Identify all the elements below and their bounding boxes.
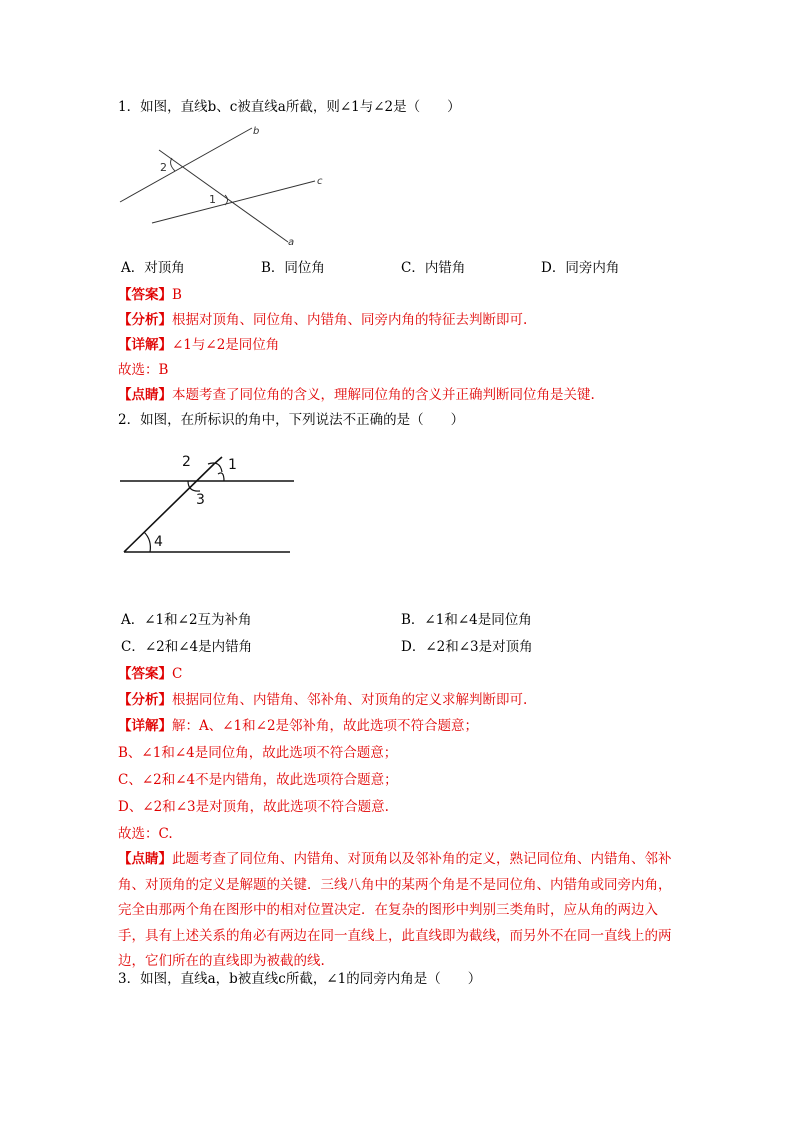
q1-choose: 故选：B (118, 362, 169, 378)
label-b: b (253, 126, 260, 137)
q1-comment: 【点睛】本题考查了同位角的含义，理解同位角的含义并正确判断同位角是关键. (118, 387, 595, 403)
label-1: 1 (228, 457, 237, 473)
q2-option-c: C．∠2和∠4是内错角 (121, 639, 253, 655)
line-c (152, 181, 315, 223)
line-a (159, 150, 288, 242)
q1-answer: 【答案】B (118, 287, 182, 303)
angle-4-arc (144, 532, 150, 552)
label-4: 4 (154, 534, 163, 550)
label-a: a (288, 237, 295, 248)
q1-option-a: A．对顶角 (121, 260, 185, 276)
q2-detail: 【详解】解：A、∠1和∠2是邻补角，故此选项不符合题意； (118, 718, 479, 734)
q2-detail-b: B、∠1和∠4是同位角，故此选项不符合题意； (118, 745, 398, 761)
q2-stem: 2．如图，在所标识的角中，下列说法不正确的是（ ） (118, 412, 465, 428)
q2-detail-d: D、∠2和∠3是对顶角，故此选项不符合题意. (118, 799, 389, 815)
q2-analysis: 【分析】根据同位角、内错角、邻补角、对顶角的定义求解判断即可. (118, 692, 528, 708)
q2-choose: 故选：C. (118, 826, 173, 842)
q2-figure (118, 448, 300, 574)
q2-option-a: A．∠1和∠2互为补角 (121, 612, 252, 628)
q2-detail-c: C、∠2和∠4不是内错角，故此选项符合题意； (118, 772, 398, 788)
q1-detail: 【详解】∠1与∠2是同位角 (118, 337, 280, 353)
q2-option-d: D．∠2和∠3是对顶角 (401, 639, 533, 655)
q1-figure (112, 122, 337, 250)
label-2: 2 (160, 161, 167, 174)
q3-stem: 3．如图，直线a，b被直线c所截，∠1的同旁内角是（ ） (118, 971, 482, 987)
label-2: 2 (182, 454, 191, 470)
label-3: 3 (196, 492, 205, 508)
q1-option-c: C．内错角 (401, 260, 466, 276)
label-1: 1 (209, 193, 216, 206)
q2-answer: 【答案】C (118, 666, 183, 682)
q1-option-d: D．同旁内角 (541, 260, 620, 276)
angle-1-arc (218, 473, 224, 481)
q2-comment: 【点睛】此题考查了同位角、内错角、对顶角以及邻补角的定义，熟记同位角、内错角、邻补角、对顶角的定义是解题的关键．三线八角中的某两个角是不是同位角、内错角或同旁内角，完全由那两个角在图形中的相对位置决定．在复杂的图形中判别三类角时，应从角的两边入手，具有上述关系的角必有两边在同一直线上，此直线即为截线，而另外不在同一直线上的两边，它们所在的直线即为被截的线. (118, 851, 672, 969)
line-b (120, 128, 252, 202)
label-c: c (317, 176, 323, 187)
q2-option-b: B．∠1和∠4是同位角 (401, 612, 532, 628)
q1-option-b: B．同位角 (261, 260, 325, 276)
transversal (124, 464, 214, 552)
q1-stem: 1．如图，直线b、c被直线a所截，则∠1与∠2是（ ） (118, 99, 461, 115)
q1-analysis: 【分析】根据对顶角、同位角、内错角、同旁内角的特征去判断即可. (118, 312, 528, 328)
